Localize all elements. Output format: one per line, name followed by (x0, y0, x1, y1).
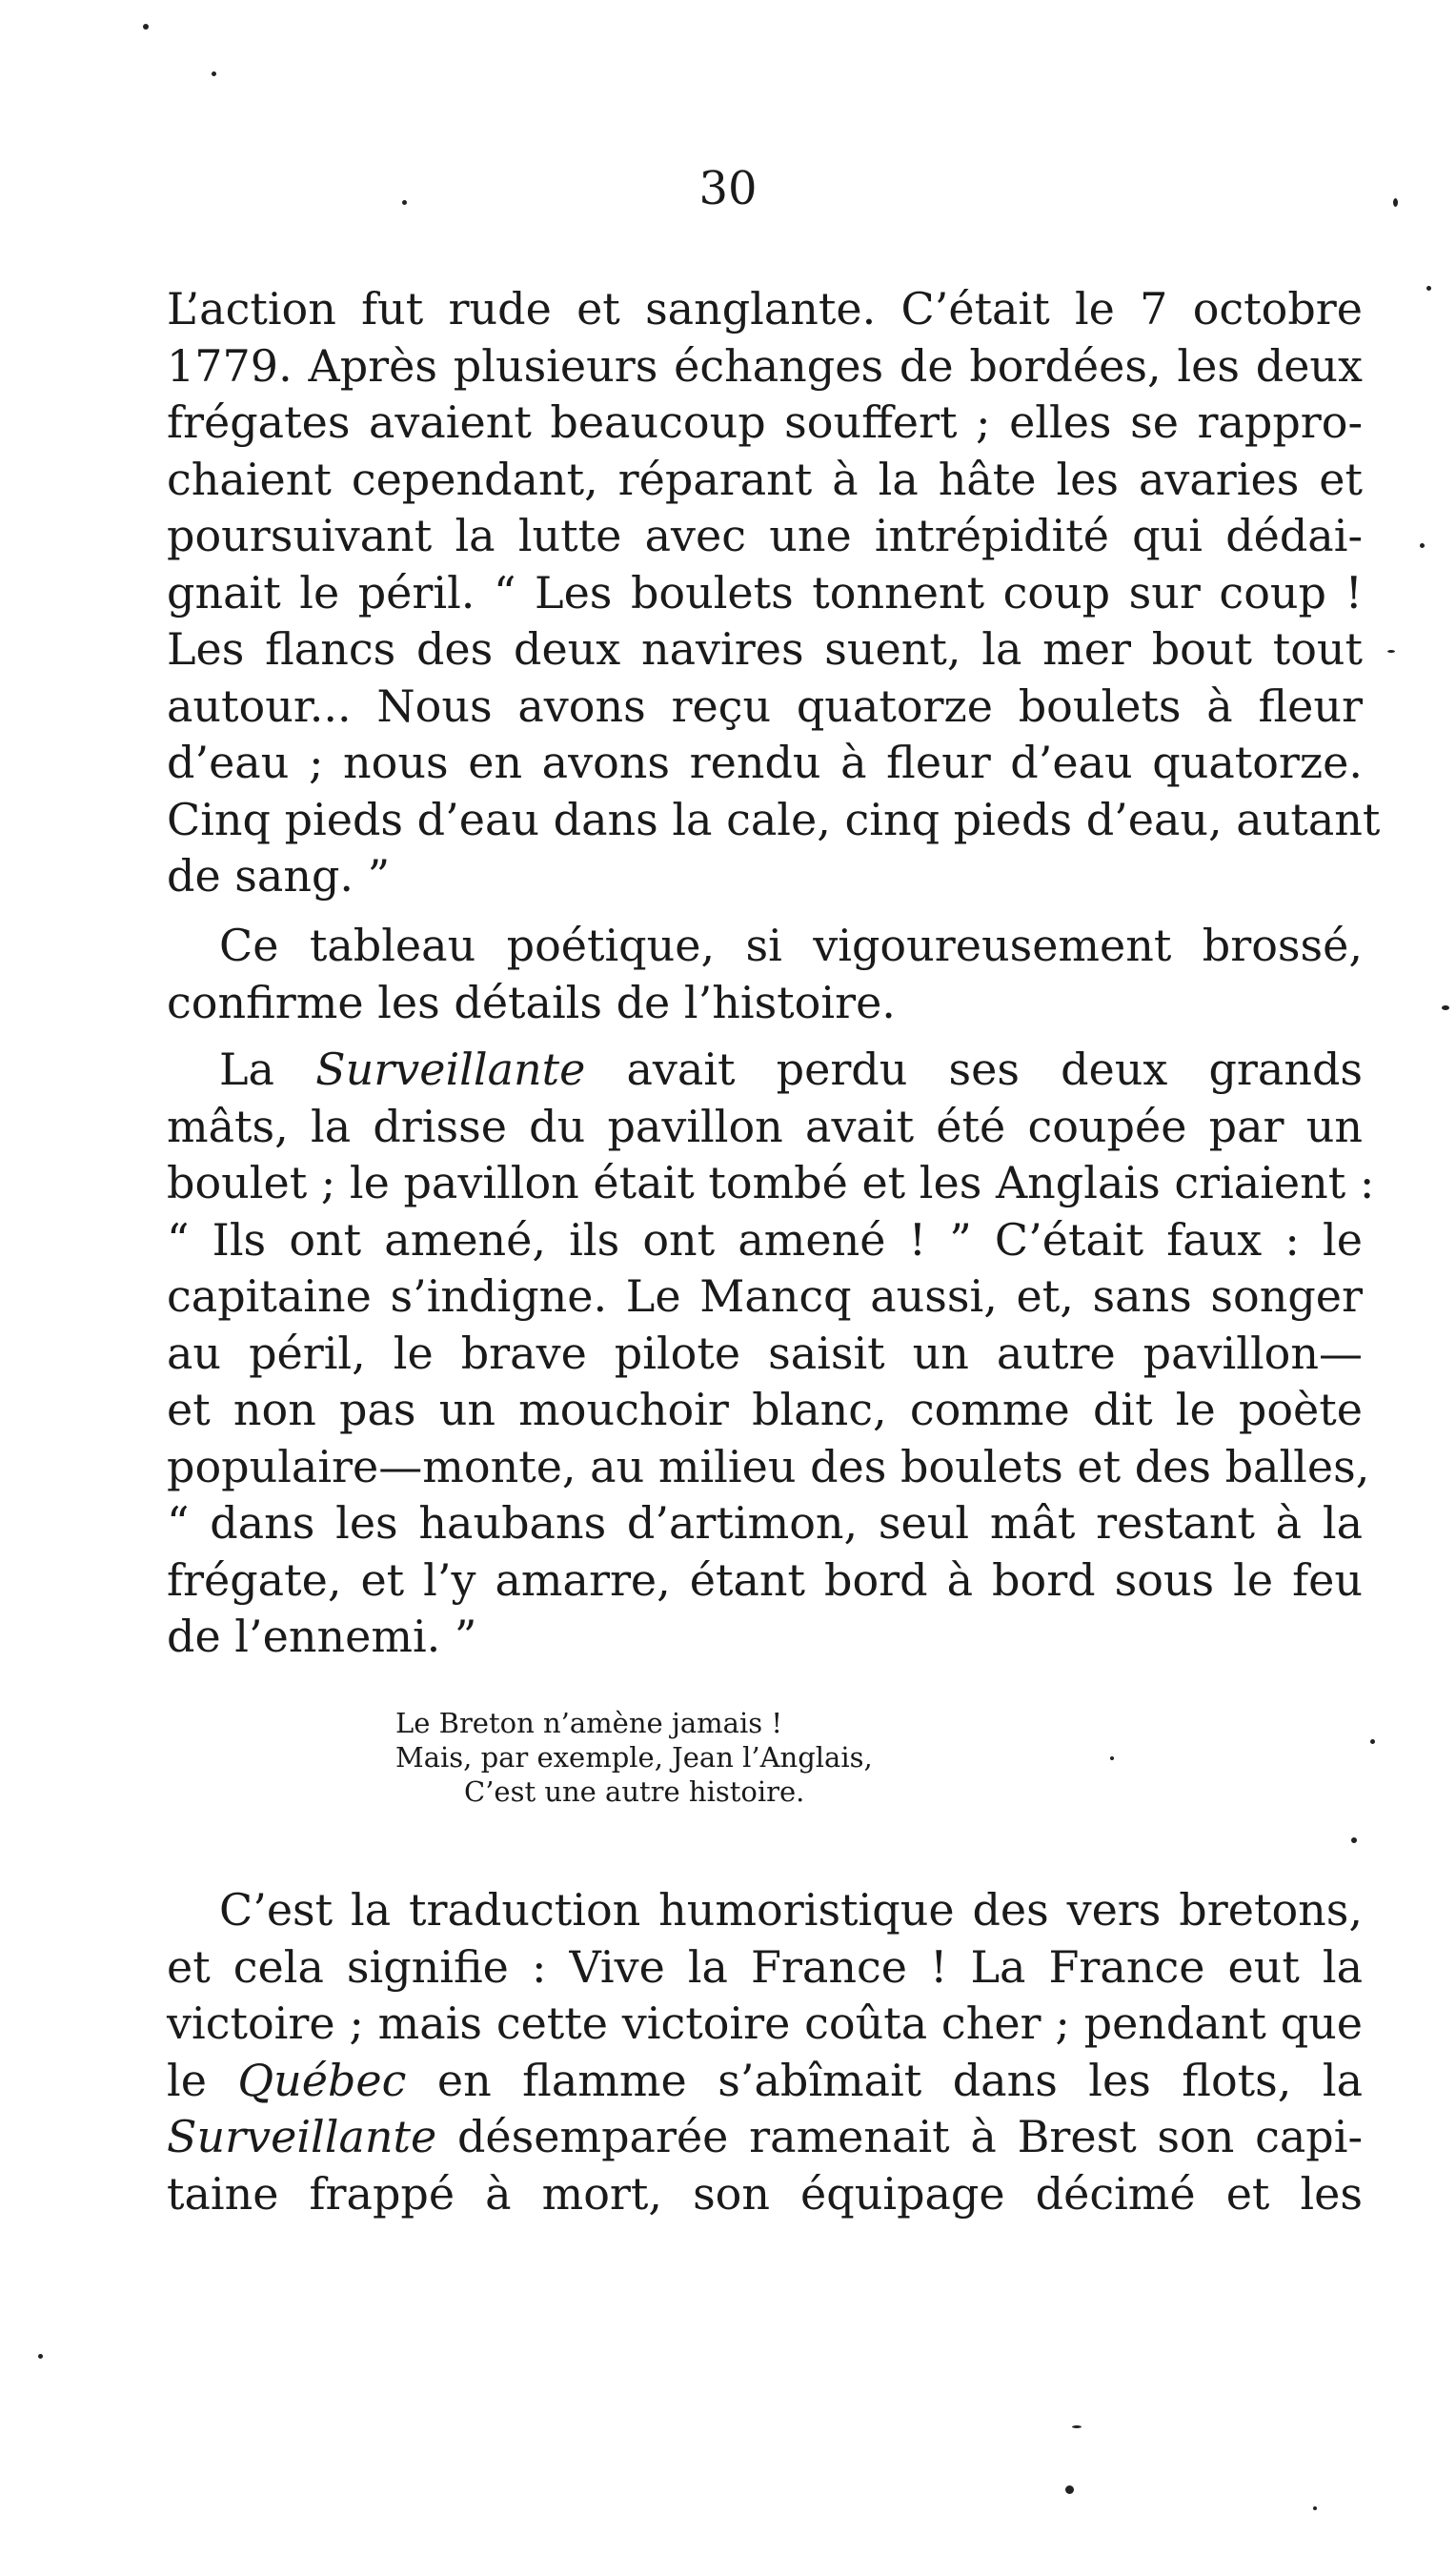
scan-speck (1393, 198, 1398, 207)
text-run: La (219, 1044, 316, 1095)
ship-name: Québec (237, 2054, 407, 2106)
scan-speck (38, 2354, 43, 2359)
text-line: “ dans les haubans d’artimon, seul mât restant à la (167, 1497, 1363, 1549)
text-line (167, 1042, 1363, 1099)
ship-name: Surveillante (315, 1044, 586, 1095)
verse-line: Mais, par exemple, Jean l’Anglais, (395, 1741, 873, 1774)
text-line: autour... Nous avons reçu quatorze boulets à fleur (167, 679, 1363, 732)
text-line (167, 2053, 1363, 2110)
text-line: frégates avaient beaucoup souffert ; elles se rappro- (167, 396, 1363, 448)
text-run: le (167, 2054, 238, 2106)
scan-speck (1110, 1756, 1114, 1760)
ship-name: Surveillante (167, 2111, 437, 2162)
text-line: et non pas un mouchoir blanc, comme dit le poète (167, 1384, 1363, 1435)
text-line: capitaine s’indigne. Le Mancq aussi, et, sans songer (167, 1270, 1363, 1322)
text-line: mâts, la drisse du pavillon avait été coupée par un (167, 1100, 1363, 1152)
text-run: avait perdu ses deux grands (585, 1044, 1363, 1095)
paragraph-poetic-tableau (167, 918, 1363, 1031)
scan-speck (1065, 2485, 1074, 2494)
text-line: de sang. ” (167, 850, 391, 902)
verse-quotation (395, 1706, 873, 1809)
text-line: C’est la traduction humoristique des vers bretons, (219, 1884, 1363, 1936)
text-line: confirme les détails de l’histoire. (167, 976, 896, 1028)
text-line: et cela signifie : Vive la France ! La France eut la (167, 1940, 1363, 1993)
verse-line: Le Breton n’amène jamais ! (395, 1707, 782, 1739)
paragraph-flag-episode (167, 1042, 1375, 1666)
text-line: 1779. Après plusieurs échanges de bordées, les deux (167, 339, 1363, 392)
scan-speck (1442, 1005, 1449, 1010)
text-line: poursuivant la lutte avec une intrépidité qui dédai- (167, 510, 1363, 561)
text-line: d’eau ; nous en avons rendu à fleur d’eau quatorze. (167, 737, 1363, 788)
scan-speck (402, 200, 407, 205)
text-line: L’action fut rude et sanglante. C’était le 7 octobre (167, 283, 1363, 335)
page-number: 30 (698, 162, 758, 215)
text-line (167, 2109, 1363, 2166)
text-line: chaient cependant, réparant à la hâte les avaries et (167, 453, 1363, 505)
scan-speck (1420, 543, 1425, 548)
text-line: au péril, le brave pilote saisit un autre pavillon— (167, 1327, 1363, 1379)
text-line: gnait le péril. “ Les boulets tonnent coup sur coup ! (167, 566, 1363, 618)
text-run: désemparée ramenait à Brest son capi- (436, 2111, 1363, 2162)
text-line: Les flancs des deux navires suent, la mer bout tout (167, 623, 1363, 675)
scan-speck (1351, 1837, 1357, 1843)
text-line: Ce tableau poétique, si vigoureusement brossé, (219, 920, 1363, 971)
scan-speck (143, 24, 149, 30)
text-line: populaire—monte, au milieu des boulets et des balles, (167, 1440, 1370, 1492)
text-line: de l’ennemi. ” (167, 1611, 477, 1662)
scan-speck (1387, 650, 1395, 653)
text-line: taine frappé à mort, son équipage décimé et les (167, 2167, 1363, 2220)
scan-speck (1313, 2506, 1317, 2510)
text-line: Cinq pieds d’eau dans la cale, cinq pieds d’eau, autant (167, 793, 1381, 845)
scan-speck (212, 71, 216, 76)
scan-speck (1370, 1739, 1375, 1744)
text-run: en flamme s’abîmait dans les flots, la (406, 2054, 1363, 2106)
text-line: “ Ils ont amené, ils ont amené ! ” C’était faux : le (167, 1213, 1363, 1266)
text-line: frégate, et l’y amarre, étant bord à bord sous le feu (167, 1553, 1363, 1606)
verse-line: C’est une autre histoire. (464, 1775, 805, 1808)
scan-speck (1426, 286, 1431, 291)
scan-speck (1072, 2425, 1082, 2428)
text-line: victoire ; mais cette victoire coûta cher ; pendant que (167, 1997, 1363, 2049)
paragraph-battle-description (167, 281, 1381, 905)
paragraph-translation (167, 1882, 1363, 2222)
text-line: boulet ; le pavillon était tombé et les Anglais criaient : (167, 1157, 1375, 1208)
